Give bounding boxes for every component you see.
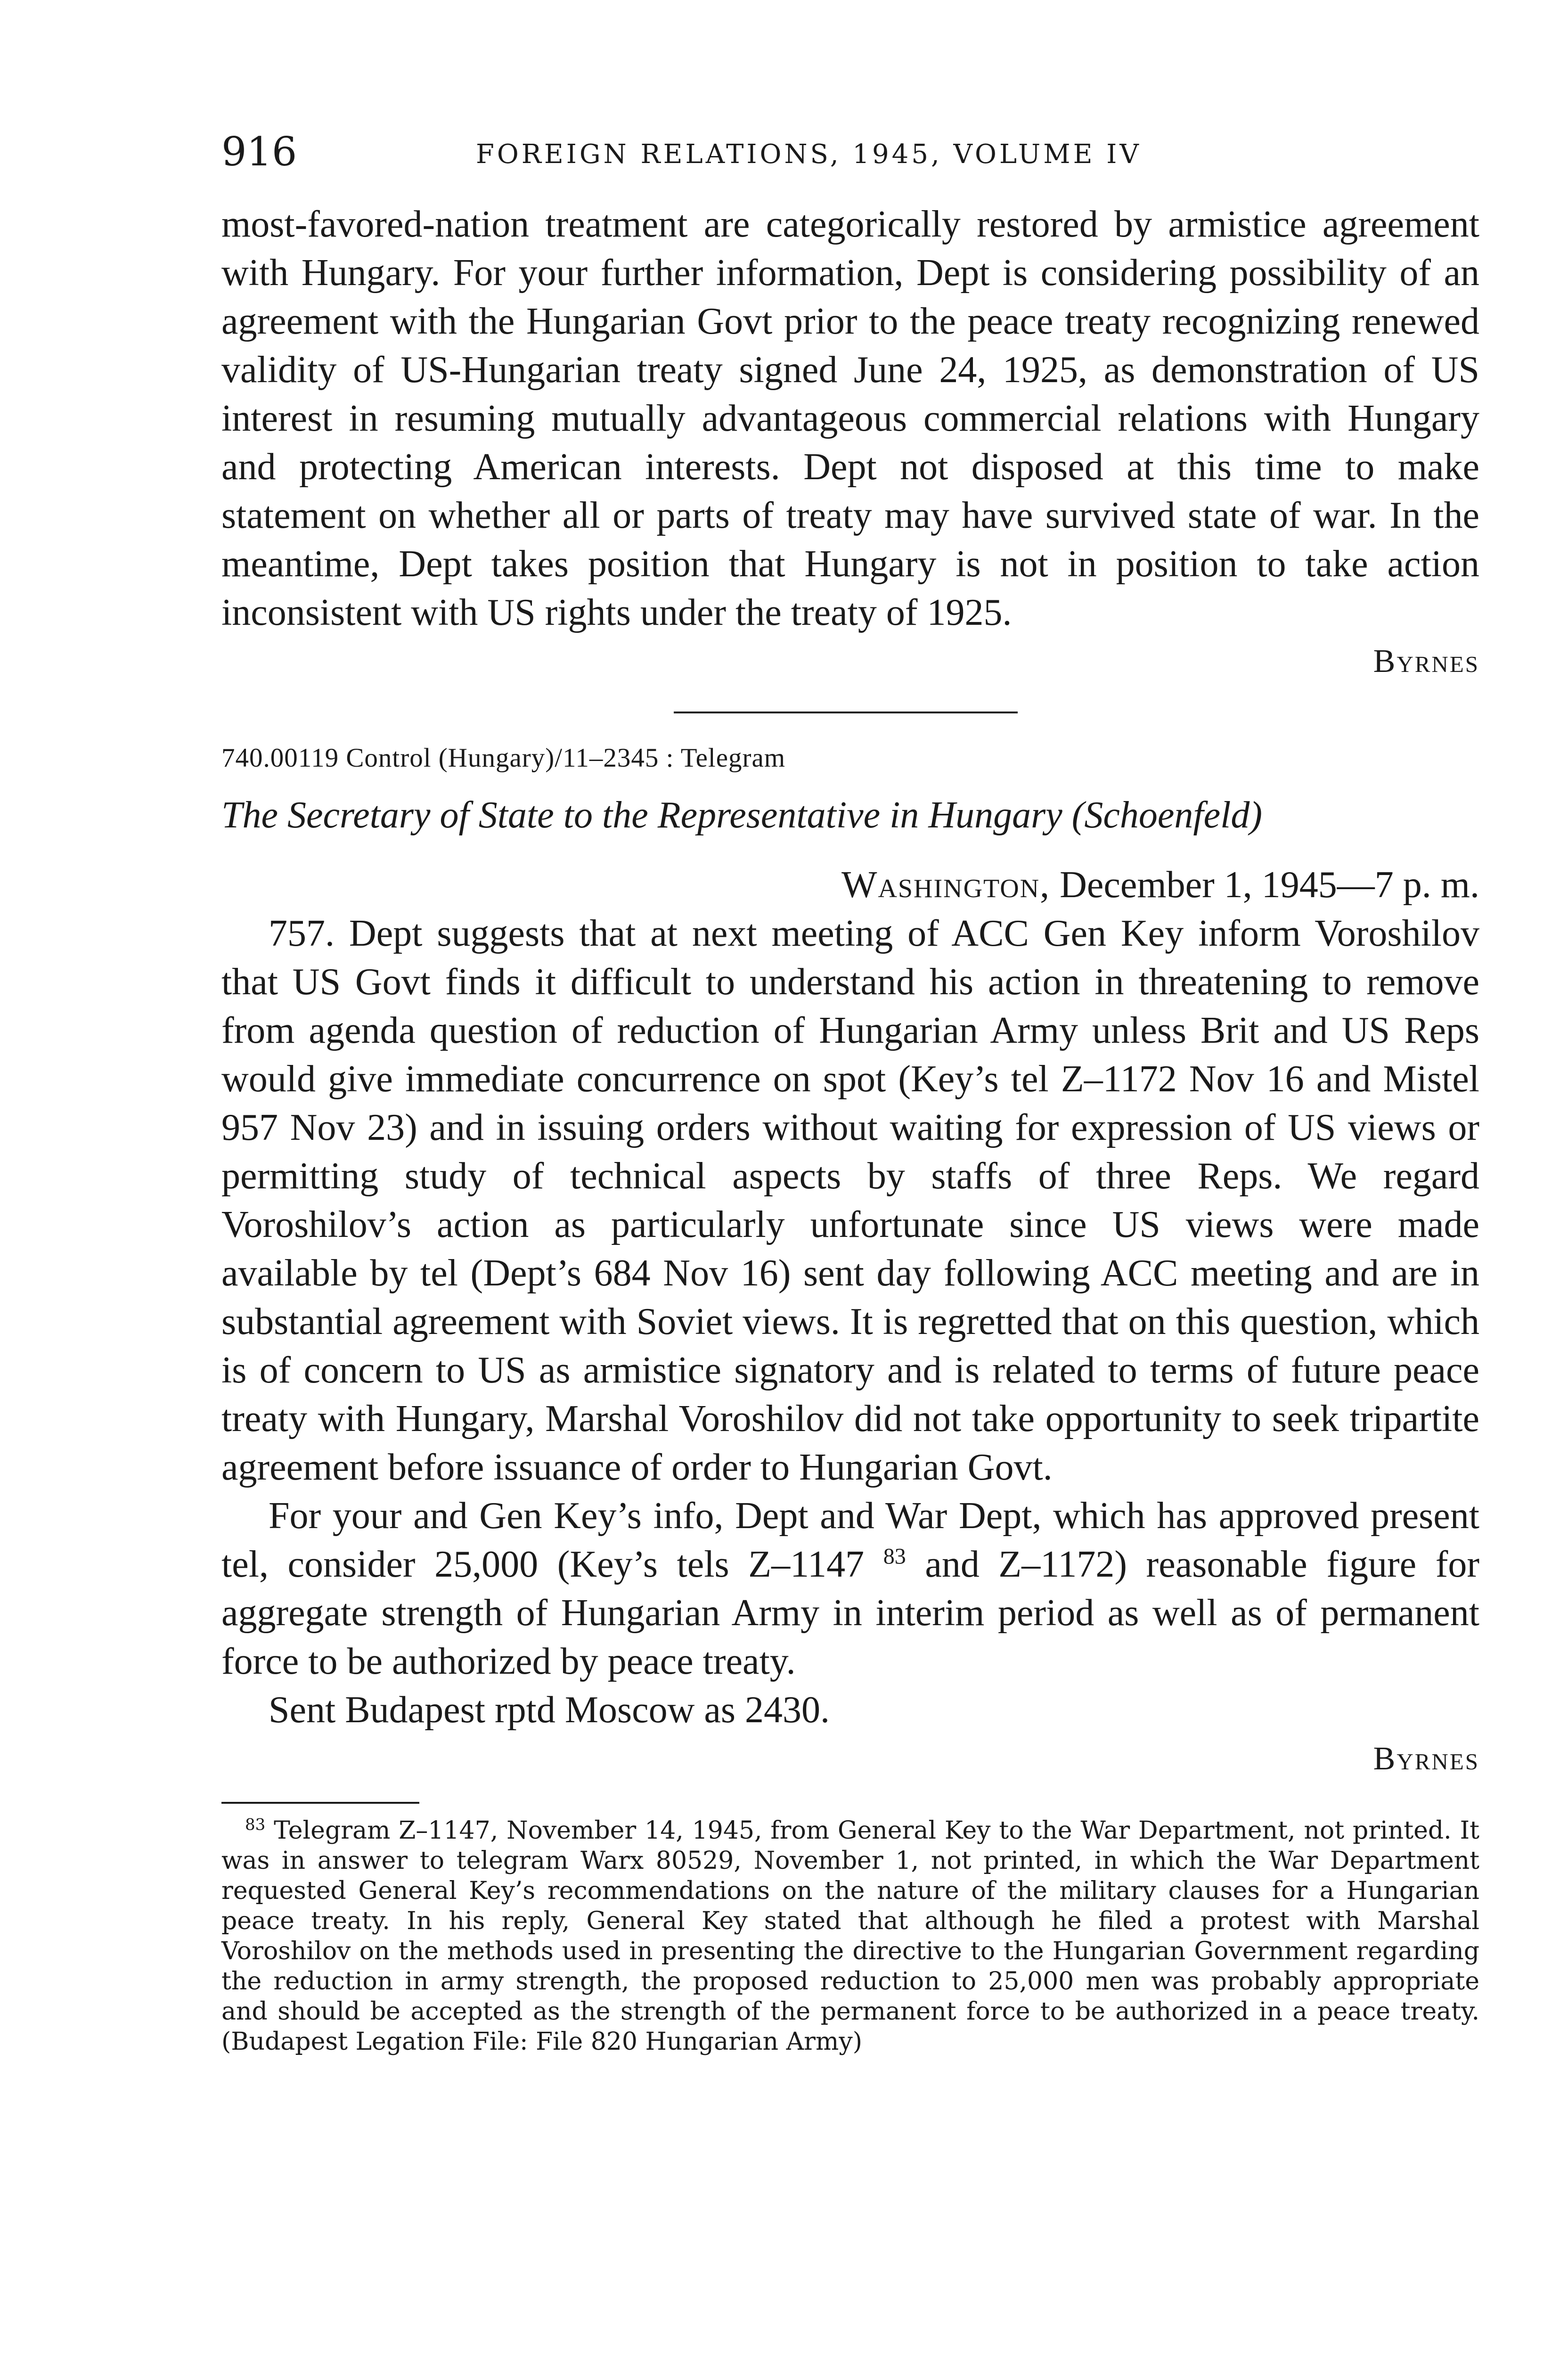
continuation-paragraph: most-favored-nation treatment are categorically restored by armistice agreement with Hungary. For your further information, Dept is considering possibility of an agreement with the Hungarian Govt prior to the peace treaty recognizing renewed validity of US-Hungarian treaty signed June 24, 1925, as demonstration of US interest in resuming mutually advantageous commercial relations with Hungary and protecting American interests. Dept not disposed at this time to make statement on whether all or parts of treaty may have survived state of war. In the meantime, Dept takes position that Hungary is not in position to take action inconsistent with US rights under the treaty of 1925. [221,204,1479,633]
footnote [221,1816,1479,2057]
telegram-paragraph-2 [221,1492,1479,1686]
dateline-date: December 1, 1945—7 p. m. [1060,864,1479,906]
dateline-place: Washington, [841,864,1051,906]
document-title: The Secretary of State to the Representative in Hungary (Schoenfeld) [221,794,1262,836]
page-header [221,129,1479,188]
telegram-paragraph-1: 757. Dept suggests that at next meeting of ACC Gen Key inform Voroshilov that US Govt finds it difficult to understand his action in threatening to remove from agenda question of reduction of Hungarian Army unless Brit and US Reps would give immediate concurrence on spot (Key’s tel Z–1172 Nov 16 and Mistel 957 Nov 23) and in issuing orders without waiting for expression of US views or permitting study of technical aspects by staffs of three Reps. We regard Voroshilov’s action as particularly unfortunate since US views were made available by tel (Dept’s 684 Nov 16) sent day following ACC meeting and are in substantial agreement with Soviet views. It is regretted that on this question, which is of concern to US as armistice signatory and is related to terms of future peace treaty with Hungary, Marshal Voroshilov did not take opportunity to seek tripartite agreement before issuance of order to Hungarian Govt. [221,913,1479,1488]
paragraph-2-text-after: and Z–1172) reasonable figure for aggregate strength of Hungarian Army in interim period as well as of permanent force to be authorized by peace treaty. [221,1544,1480,1682]
file-reference: 740.00119 Control (Hungary)/11–2345 : Telegram [221,743,786,773]
paragraph-2-text-before: For your and Gen Key’s info, Dept and War Dept, which has approved present tel, consider 25,000 (Key’s tels Z–1147 [221,1495,1479,1585]
telegram-paragraph-3: Sent Budapest rptd Moscow as 2430. [269,1689,830,1731]
footnote-reference: 83 [883,1544,906,1569]
running-title: FOREIGN RELATIONS, 1945, VOLUME IV [476,139,1142,170]
footnote-text: Telegram Z–1147, November 14, 1945, from General Key to the War Department, not printed. It was in answer to telegram Warx 80529, November 1, not printed, in which the War Department requested General Key’s recommendations on the nature of the military clauses for a Hungarian peace treaty. In his reply, General Key stated that although he filed a protest with Marshal Voroshilov on the methods used in presenting the directive to the Hungarian Government regarding the reduction in army strength, the proposed reduction to 25,000 men was probably appropriate and should be accepted as the strength of the permanent force to be authorized in a peace treaty. (Budapest Legation File: File 820 Hungarian Army) [221,1816,1480,2056]
footnote-rule [221,1802,419,1804]
signature-byrnes-1: Byrnes [1373,643,1479,679]
document-page [221,129,1480,2356]
page-number: 916 [221,129,297,175]
section-divider [674,712,1018,713]
dateline [221,861,1479,909]
signature-byrnes-2: Byrnes [1373,1741,1479,1777]
footnote-marker: 83 [245,1815,266,1834]
